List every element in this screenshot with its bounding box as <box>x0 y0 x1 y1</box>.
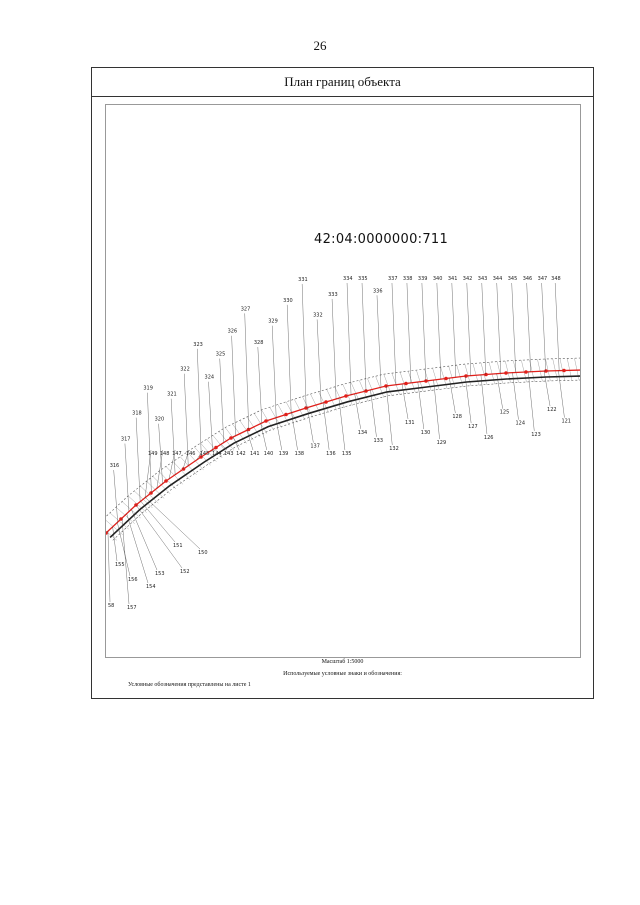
point-label: 139 <box>278 451 289 457</box>
leader-line <box>197 349 201 457</box>
leader-line <box>114 470 118 522</box>
cadastral-number: 42:04:0000000:711 <box>314 232 449 247</box>
scale-label: Масштаб 1:5000 <box>321 659 364 665</box>
point-label: 143 <box>224 451 234 457</box>
boundary-point <box>344 394 348 398</box>
boundary-point <box>229 436 233 440</box>
point-label: 155 <box>115 562 125 568</box>
point-label: 331 <box>298 276 308 283</box>
point-label: 157 <box>127 605 137 611</box>
point-label: 320 <box>154 416 165 423</box>
point-label: 130 <box>420 430 431 437</box>
leader-line <box>317 319 321 403</box>
point-label: 137 <box>310 443 320 450</box>
point-label: 126 <box>483 434 494 441</box>
boundary-point <box>504 371 508 375</box>
boundary-map <box>106 105 581 658</box>
corridor-outer-line <box>106 358 581 524</box>
leader-line <box>497 283 501 373</box>
boundary-point <box>264 419 268 423</box>
point-label: 326 <box>227 328 238 335</box>
point-label: 339 <box>417 276 428 282</box>
point-label: 148 <box>159 451 170 457</box>
leader-line <box>512 373 518 420</box>
leader-line <box>108 531 110 602</box>
point-label: 140 <box>263 451 274 457</box>
point-label: 133 <box>373 437 384 444</box>
point-label: 125 <box>499 409 510 416</box>
leader-line <box>452 283 456 377</box>
leader-line <box>528 372 534 431</box>
point-label: 342 <box>462 276 473 282</box>
point-label: 345 <box>507 276 518 282</box>
page-number: 26 <box>313 38 327 53</box>
leader-line <box>482 283 486 375</box>
leader-line <box>467 283 471 376</box>
point-label: 322 <box>180 366 190 373</box>
leader-line <box>131 509 157 570</box>
leader-line <box>370 390 376 437</box>
boundary-point <box>444 377 448 381</box>
point-label: 58 <box>108 603 115 609</box>
point-label: 330 <box>283 297 293 304</box>
point-label: 323 <box>193 341 203 348</box>
point-label: 151 <box>173 543 183 549</box>
boundary-point <box>214 446 218 450</box>
point-label: 325 <box>215 351 226 358</box>
leader-line <box>245 313 249 429</box>
point-label: 346 <box>522 276 533 282</box>
point-label: 328 <box>253 340 264 347</box>
point-label: 123 <box>531 431 541 438</box>
point-label: 317 <box>120 436 131 443</box>
point-label: 152 <box>180 569 190 575</box>
leader-line <box>323 403 329 450</box>
point-label: 321 <box>167 391 177 398</box>
point-label: 327 <box>240 306 251 313</box>
point-label: 336 <box>372 288 383 295</box>
leader-line <box>272 326 276 418</box>
map-area <box>105 104 581 658</box>
point-label: 142 <box>236 451 246 457</box>
leader-line <box>555 283 559 371</box>
point-label: 316 <box>109 463 120 470</box>
point-label: 154 <box>146 584 156 590</box>
leader-line <box>287 305 291 413</box>
point-label: 134 <box>357 429 368 436</box>
point-label: 340 <box>432 276 443 282</box>
leader-line <box>302 284 306 408</box>
point-label: 334 <box>343 276 353 282</box>
leader-line <box>407 283 411 383</box>
leader-line <box>339 398 345 450</box>
point-label: 318 <box>132 410 142 417</box>
leader-line <box>147 393 151 493</box>
boundary-point <box>544 369 548 373</box>
point-label: 344 <box>492 276 503 282</box>
leader-line <box>418 382 424 429</box>
leader-line <box>209 382 213 450</box>
point-label: 135 <box>341 451 352 457</box>
point-label: 335 <box>358 276 368 282</box>
point-label: 131 <box>405 419 415 426</box>
boundary-point <box>524 370 528 374</box>
leader-line <box>141 501 175 542</box>
point-label: 146 <box>185 451 196 457</box>
legend-note: Условные обозначения представлены на листе 1 <box>128 682 251 688</box>
point-label: 150 <box>198 550 208 556</box>
point-label: 153 <box>155 571 165 577</box>
point-label: 338 <box>402 276 413 282</box>
boundary-point <box>324 400 328 404</box>
point-label: 122 <box>547 407 557 414</box>
point-label: 333 <box>328 291 338 298</box>
leader-line <box>127 514 148 583</box>
leader-line <box>377 295 381 387</box>
point-label: 332 <box>313 312 323 319</box>
leader-line <box>171 399 175 475</box>
leader-line <box>558 371 564 418</box>
point-label: 124 <box>515 420 526 427</box>
point-label: 147 <box>172 451 182 457</box>
point-label: 343 <box>477 276 488 282</box>
leader-line <box>145 497 200 549</box>
leader-line <box>392 283 396 385</box>
point-label: 144 <box>212 451 222 457</box>
point-label: 329 <box>268 318 278 325</box>
leader-line <box>362 283 366 391</box>
boundary-point <box>404 382 408 386</box>
point-label: 138 <box>294 451 305 457</box>
point-label: 132 <box>389 445 399 452</box>
leader-line <box>125 444 129 512</box>
boundary-point <box>484 373 488 377</box>
point-label: 324 <box>204 374 215 381</box>
boundary-point <box>384 384 388 388</box>
point-label: 129 <box>436 440 447 447</box>
point-label: 141 <box>249 451 260 457</box>
plan-title: План границ объекта <box>92 68 593 97</box>
leader-line <box>232 336 236 436</box>
leader-line <box>437 283 441 379</box>
leader-line <box>145 450 151 498</box>
boundary-point <box>164 479 168 483</box>
point-label: 348 <box>551 276 561 282</box>
boundary-point <box>464 374 468 378</box>
boundary-point <box>284 413 288 417</box>
boundary-point <box>149 491 153 495</box>
plan-frame <box>91 67 594 699</box>
leader-line <box>512 283 516 373</box>
point-label: 337 <box>387 276 398 282</box>
leader-line <box>527 283 531 372</box>
point-label: 341 <box>447 276 458 282</box>
point-label: 127 <box>468 424 478 431</box>
point-label: 156 <box>128 577 138 583</box>
leader-line <box>422 283 426 381</box>
leader-line <box>247 430 253 450</box>
point-label: 145 <box>199 451 210 457</box>
point-label: 347 <box>537 276 548 282</box>
leader-line <box>347 283 351 395</box>
point-label: 128 <box>452 414 462 421</box>
boundary-point <box>562 369 566 373</box>
leader-line <box>542 283 546 371</box>
point-label: 136 <box>326 450 336 457</box>
legend-heading: Используемые условные знаки и обозначения: <box>283 671 402 677</box>
point-label: 121 <box>561 418 571 425</box>
point-label: 319 <box>143 385 153 392</box>
leader-line <box>481 375 487 434</box>
leader-line <box>332 299 336 399</box>
point-label: 149 <box>148 451 158 457</box>
